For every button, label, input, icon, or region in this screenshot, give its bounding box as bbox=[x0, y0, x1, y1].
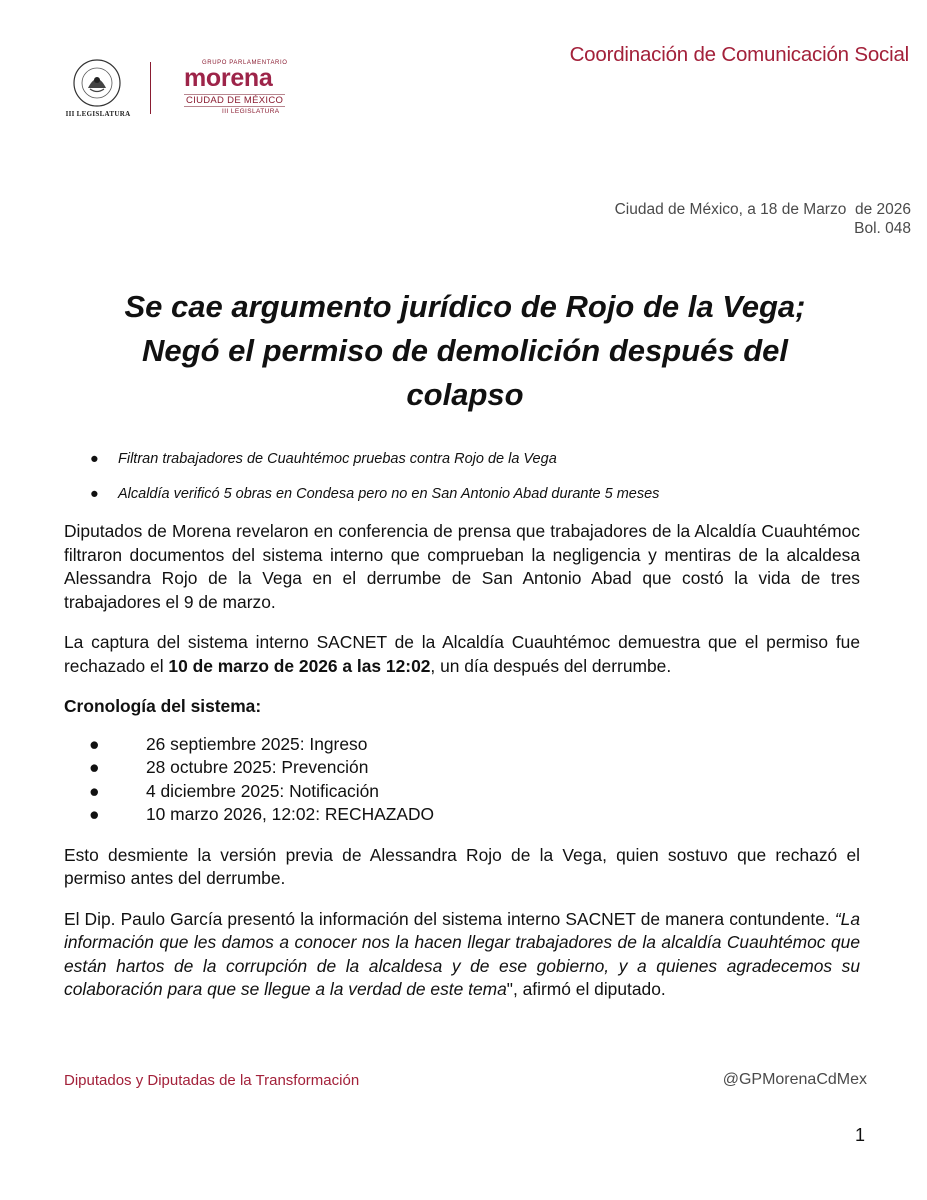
bullet-icon: ● bbox=[89, 804, 100, 824]
list-item bbox=[89, 780, 860, 804]
chronology-entry: 10 marzo 2026, 12:02: RECHAZADO bbox=[146, 804, 435, 824]
title-line-1: Se cae argumento jurídico de Rojo de la Vega; bbox=[124, 289, 806, 324]
bullet-icon: ● bbox=[89, 757, 100, 777]
highlight-text: Alcaldía verificó 5 obras en Condesa pero no en San Antonio Abad durante 5 meses bbox=[118, 486, 660, 502]
list-item bbox=[89, 756, 860, 780]
paragraph-sacnet bbox=[64, 631, 860, 678]
list-item bbox=[90, 485, 870, 503]
press-release-title bbox=[70, 285, 860, 417]
paragraph-quote bbox=[64, 908, 860, 1002]
page-number: 1 bbox=[854, 1125, 865, 1145]
list-item bbox=[90, 450, 870, 468]
text-segment: ", afirmó el diputado. bbox=[506, 979, 666, 999]
coordination-header: Coordinación de Comunicación Social bbox=[569, 43, 909, 66]
chronology-list bbox=[64, 733, 860, 827]
chronology-entry: 4 diciembre 2025: Notificación bbox=[146, 780, 379, 801]
paragraph-denial: Esto desmiente la versión previa de Alessandra Rojo de la Vega, quien sostuvo que rechazó el permiso antes del derrumbe. bbox=[64, 844, 860, 888]
list-item bbox=[89, 803, 860, 827]
title-line-3: colapso bbox=[406, 377, 524, 412]
press-release-body bbox=[64, 520, 860, 1019]
list-item bbox=[89, 733, 860, 757]
chronology-entry: 28 octubre 2025: Prevención bbox=[146, 757, 369, 777]
highlight-list bbox=[90, 450, 870, 520]
highlight-text: Filtran trabajadores de Cuauhtémoc pruebas contra Rojo de la Vega bbox=[118, 451, 557, 467]
bullet-icon: ● bbox=[90, 486, 99, 502]
logo-wordmark: morena bbox=[184, 64, 273, 92]
congress-seal-logo bbox=[62, 58, 132, 108]
bullet-icon: ● bbox=[89, 780, 100, 801]
logo-legislature: III LEGISLATURA bbox=[222, 108, 280, 115]
paragraph-intro: Diputados de Morena revelaron en conferencia de prensa que trabajadores de la Alcaldía Cuauhtémoc filtraron documentos del sistema interno que comprueban la negligencia y mentiras de la alcaldesa Alessandra Rojo de la Vega en el derrumbe de San Antonio Abad que costó la vida de tres trabajadores el 9 de marzo. bbox=[64, 521, 860, 612]
header-divider bbox=[150, 62, 151, 114]
seal-caption: III LEGISLATURA bbox=[65, 110, 131, 118]
bullet-icon: ● bbox=[89, 733, 100, 754]
bullet-icon: ● bbox=[90, 451, 99, 467]
footer-slogan: Diputados y Diputadas de la Transformación bbox=[64, 1072, 360, 1089]
text-segment: , un día después del derrumbe. bbox=[430, 655, 672, 676]
bulletin-number: Bol. 048 bbox=[854, 220, 911, 237]
chronology-heading: Cronología del sistema: bbox=[64, 696, 262, 716]
place-date: Ciudad de México, a 18 de Marzo de 2026 bbox=[614, 201, 911, 218]
chronology-entry: 26 septiembre 2025: Ingreso bbox=[146, 733, 368, 754]
footer-social-handle: @GPMorenaCdMex bbox=[722, 1071, 867, 1088]
text-segment: La captura del sistema interno SACNET de la Alcaldía Cuauhtémoc demuestra que el permiso fue rechazado el bbox=[64, 632, 860, 676]
morena-logo bbox=[184, 60, 300, 115]
text-segment: El Dip. Paulo García presentó la información del sistema interno SACNET de manera contundente. bbox=[64, 908, 835, 929]
dateline bbox=[615, 200, 911, 238]
logo-group-label: GRUPO PARLAMENTARIO bbox=[202, 60, 288, 66]
logo-city: CIUDAD DE MÉXICO bbox=[186, 95, 284, 106]
title-line-2: Negó el permiso de demolición después del bbox=[142, 333, 788, 368]
seal-icon bbox=[62, 58, 132, 108]
bold-date: 10 de marzo de 2026 a las 12:02 bbox=[168, 655, 431, 676]
deputy-quote: “La información que les damos a conocer nos la hacen llegar trabajadores de la alcaldía Cuauhtémoc que están hartos de la corrupción de la alcaldesa y de ese gobierno, y a quienes agradecemos su colaboración para que se llegue a la verdad de este tema bbox=[64, 908, 860, 999]
